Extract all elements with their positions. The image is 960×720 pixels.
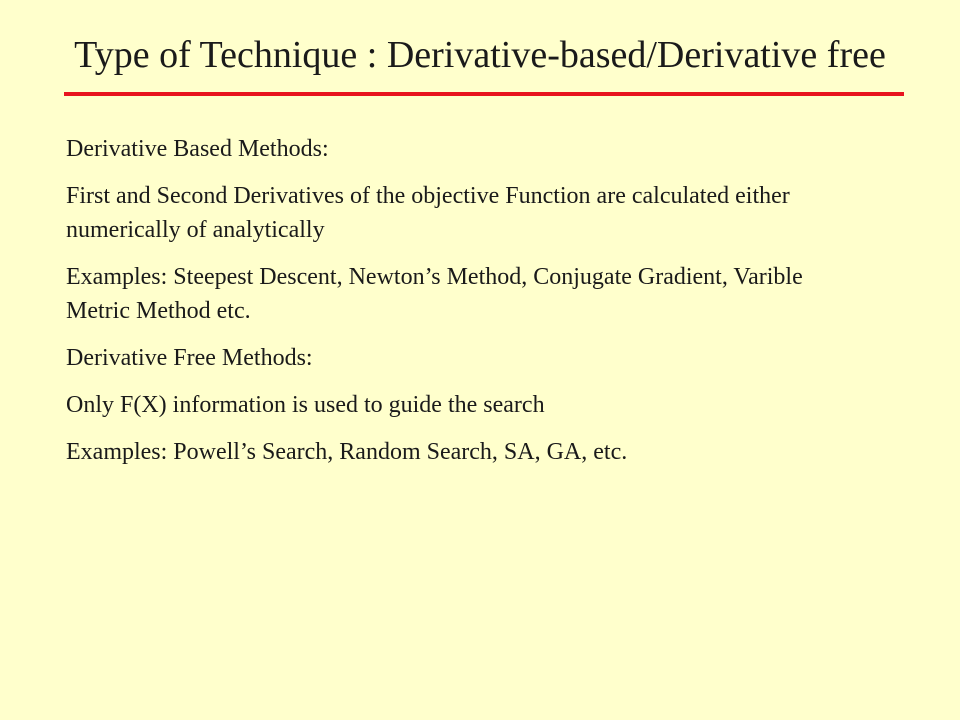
derivative-based-description: First and Second Derivatives of the objective Function are calculated either numerically of analytically [66,183,790,243]
slide-title: Type of Technique : Derivative-based/Derivative free [74,34,886,76]
title-underline [64,92,904,96]
derivative-free-heading: Derivative Free Methods: [66,345,313,371]
slide-body [66,132,866,482]
derivative-based-heading: Derivative Based Methods: [66,136,329,162]
derivative-based-examples: Examples: Steepest Descent, Newton’s Method, Conjugate Gradient, Varible Metric Method etc. [66,264,803,324]
derivative-free-examples: Examples: Powell’s Search, Random Search, SA, GA, etc. [66,439,628,465]
derivative-free-description: Only F(X) information is used to guide the search [66,392,545,418]
